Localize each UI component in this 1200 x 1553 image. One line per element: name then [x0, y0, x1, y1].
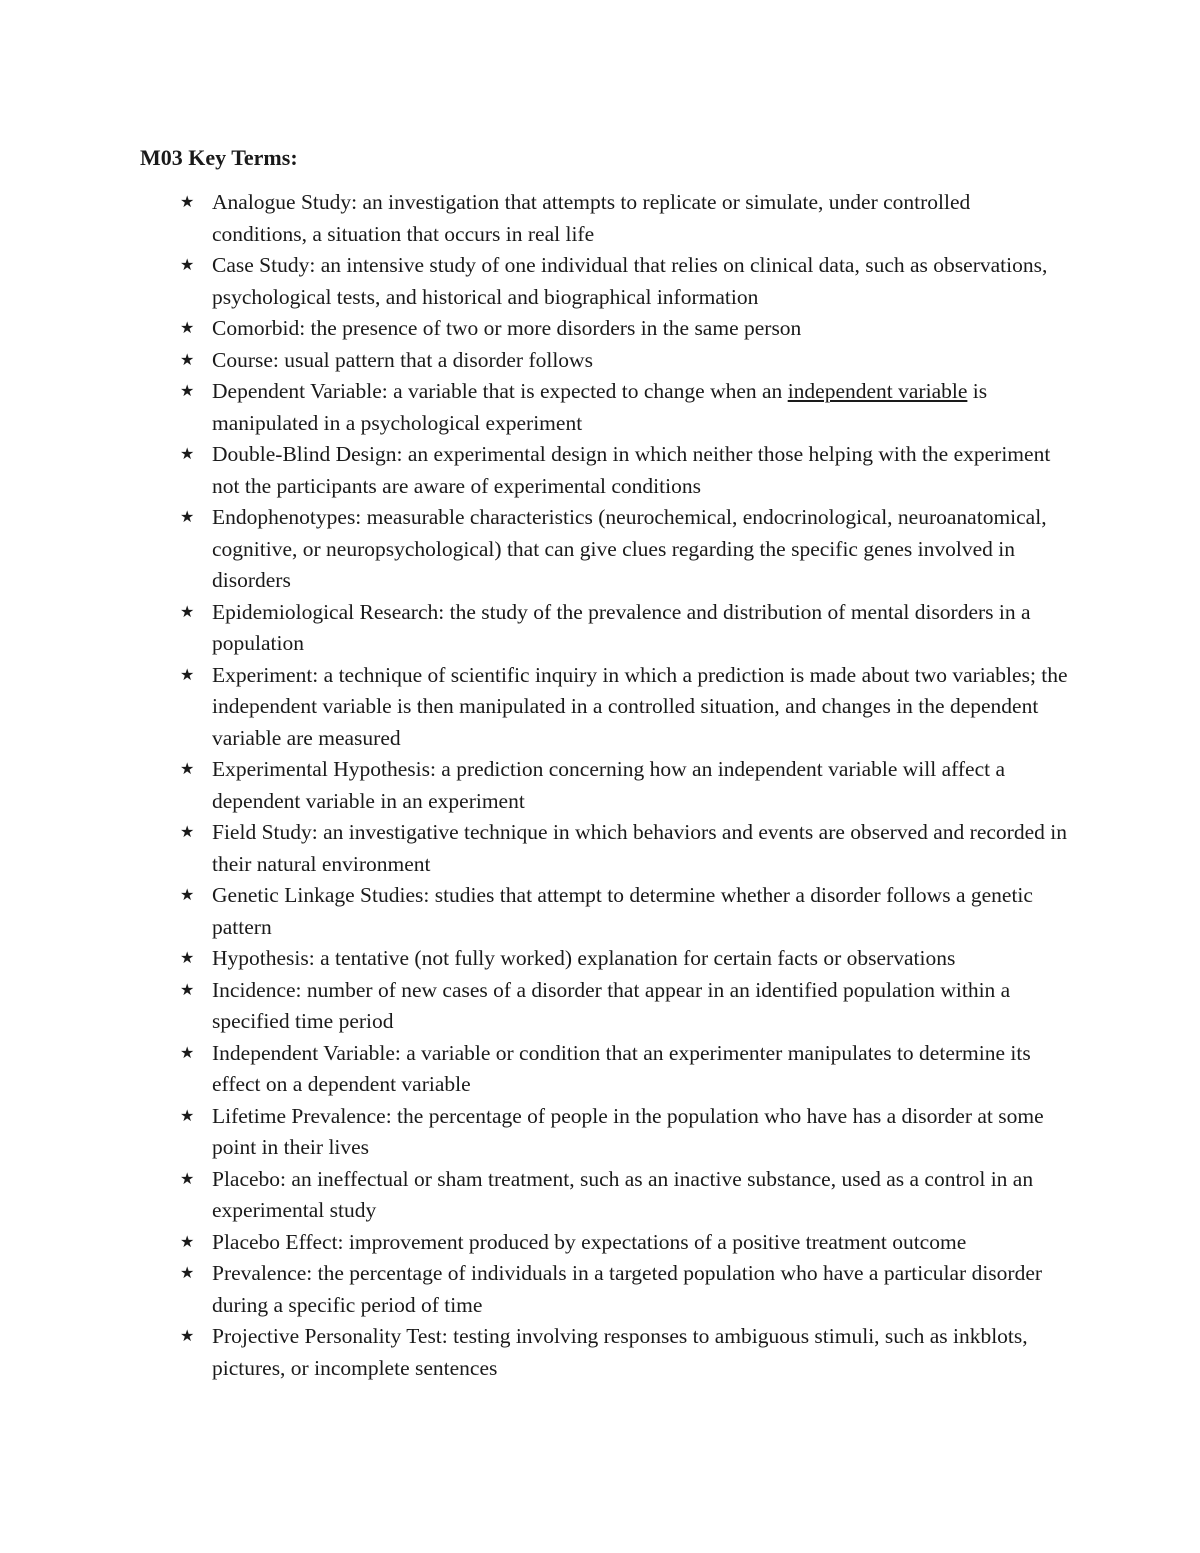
term-text: Projective Personality Test: testing involving responses to ambiguous stimuli, such as inkblots, pictures, or incomplete sentences — [212, 1324, 1028, 1380]
term-text: Comorbid: the presence of two or more disorders in the same person — [212, 316, 802, 340]
star-bullet-icon: ★ — [180, 320, 195, 337]
key-term-epidemiological-research — [180, 597, 1070, 660]
term-text: Epidemiological Research: the study of the prevalence and distribution of mental disorders in a population — [212, 599, 1031, 655]
key-term-lifetime-prevalence — [180, 1101, 1070, 1164]
term-text: Dependent Variable: a variable that is expected to change when an — [212, 379, 788, 403]
key-term-prevalence — [180, 1258, 1070, 1321]
star-bullet-icon: ★ — [180, 383, 195, 400]
term-text: Hypothesis: a tentative (not fully worked) explanation for certain facts or observations — [212, 946, 956, 970]
independent-variable-link[interactable]: independent variable — [787, 379, 968, 403]
star-bullet-icon: ★ — [180, 761, 195, 778]
star-bullet-icon: ★ — [180, 1107, 195, 1125]
term-text: Endophenotypes: measurable characteristics (neurochemical, endocrinological, neuroanatomical, cognitive, or neuropsychological) that can give clues regarding the specific genes involved in disorders — [212, 505, 1047, 592]
key-term-case-study — [180, 250, 1070, 313]
term-text-continued: is manipulated in a psychological experiment — [212, 379, 988, 435]
key-term-experiment — [180, 660, 1070, 755]
term-text: Experiment: a technique of scientific inquiry in which a prediction is made about two variables; the independent variable is then manipulated in a controlled situation, and changes in the dependent variable are measured — [212, 662, 1068, 750]
star-bullet-icon: ★ — [180, 1044, 195, 1062]
star-bullet-icon: ★ — [180, 194, 195, 211]
key-term-field-study — [180, 817, 1070, 880]
term-text: Course: usual pattern that a disorder follows — [212, 347, 593, 372]
term-text: Case Study: an intensive study of one individual that relies on clinical data, such as observations, psychological tests, and historical and biographical information — [212, 253, 1048, 309]
star-bullet-icon: ★ — [180, 887, 195, 904]
term-text: Placebo: an ineffectual or sham treatment, such as an inactive substance, used as a control in an experimental study — [212, 1166, 1034, 1222]
star-bullet-icon: ★ — [180, 1233, 195, 1251]
term-text: Experimental Hypothesis: a prediction concerning how an independent variable will affect a dependent variable in an experiment — [212, 757, 1006, 813]
key-term-projective-personality-test — [180, 1321, 1070, 1384]
key-term-genetic-linkage-studies — [180, 880, 1070, 943]
term-text: Analogue Study: an investigation that attempts to replicate or simulate, under controlled conditions, a situation that occurs in real life — [212, 190, 971, 246]
key-term-comorbid — [180, 313, 1070, 345]
star-bullet-icon: ★ — [180, 257, 195, 274]
term-text: Independent Variable: a variable or condition that an experimenter manipulates to determine its effect on a dependent variable — [212, 1040, 1031, 1096]
star-bullet-icon: ★ — [180, 351, 195, 369]
star-bullet-icon: ★ — [180, 509, 195, 526]
term-text: Field Study: an investigative technique in which behaviors and events are observed and recorded in their natural environment — [212, 820, 1067, 876]
key-term-placebo — [180, 1164, 1070, 1227]
document-title: M03 Key Terms: — [140, 145, 298, 170]
key-term-incidence — [180, 975, 1070, 1038]
term-text: Double-Blind Design: an experimental design in which neither those helping with the experiment not the participants are aware of experimental conditions — [212, 442, 1051, 498]
key-term-independent-variable — [180, 1038, 1070, 1101]
star-bullet-icon: ★ — [180, 666, 195, 684]
key-term-hypothesis — [180, 943, 1070, 975]
star-bullet-icon: ★ — [180, 1328, 195, 1345]
term-text: Placebo Effect: improvement produced by expectations of a positive treatment outcome — [212, 1229, 967, 1254]
key-term-endophenotypes — [180, 502, 1070, 597]
term-text: Incidence: number of new cases of a disorder that appear in an identified population within a specified time period — [212, 977, 1011, 1033]
key-term-analogue-study — [180, 187, 1070, 250]
star-bullet-icon: ★ — [180, 446, 195, 463]
key-term-placebo-effect — [180, 1227, 1070, 1259]
key-terms-list — [180, 187, 1070, 1384]
star-bullet-icon: ★ — [180, 603, 195, 621]
term-text: Lifetime Prevalence: the percentage of people in the population who have has a disorder at some point in their lives — [212, 1103, 1044, 1159]
star-bullet-icon: ★ — [180, 1170, 195, 1188]
key-term-course — [180, 345, 1070, 377]
key-term-double-blind-design — [180, 439, 1070, 502]
term-text: Prevalence: the percentage of individuals in a targeted population who have a particular disorder during a specific period of time — [212, 1261, 1043, 1317]
star-bullet-icon: ★ — [180, 824, 195, 841]
term-text: Genetic Linkage Studies: studies that attempt to determine whether a disorder follows a genetic pattern — [212, 883, 1033, 939]
key-term-dependent-variable — [180, 376, 1070, 439]
star-bullet-icon: ★ — [180, 1265, 195, 1282]
star-bullet-icon: ★ — [180, 950, 195, 967]
star-bullet-icon: ★ — [180, 981, 195, 999]
key-term-experimental-hypothesis — [180, 754, 1070, 817]
